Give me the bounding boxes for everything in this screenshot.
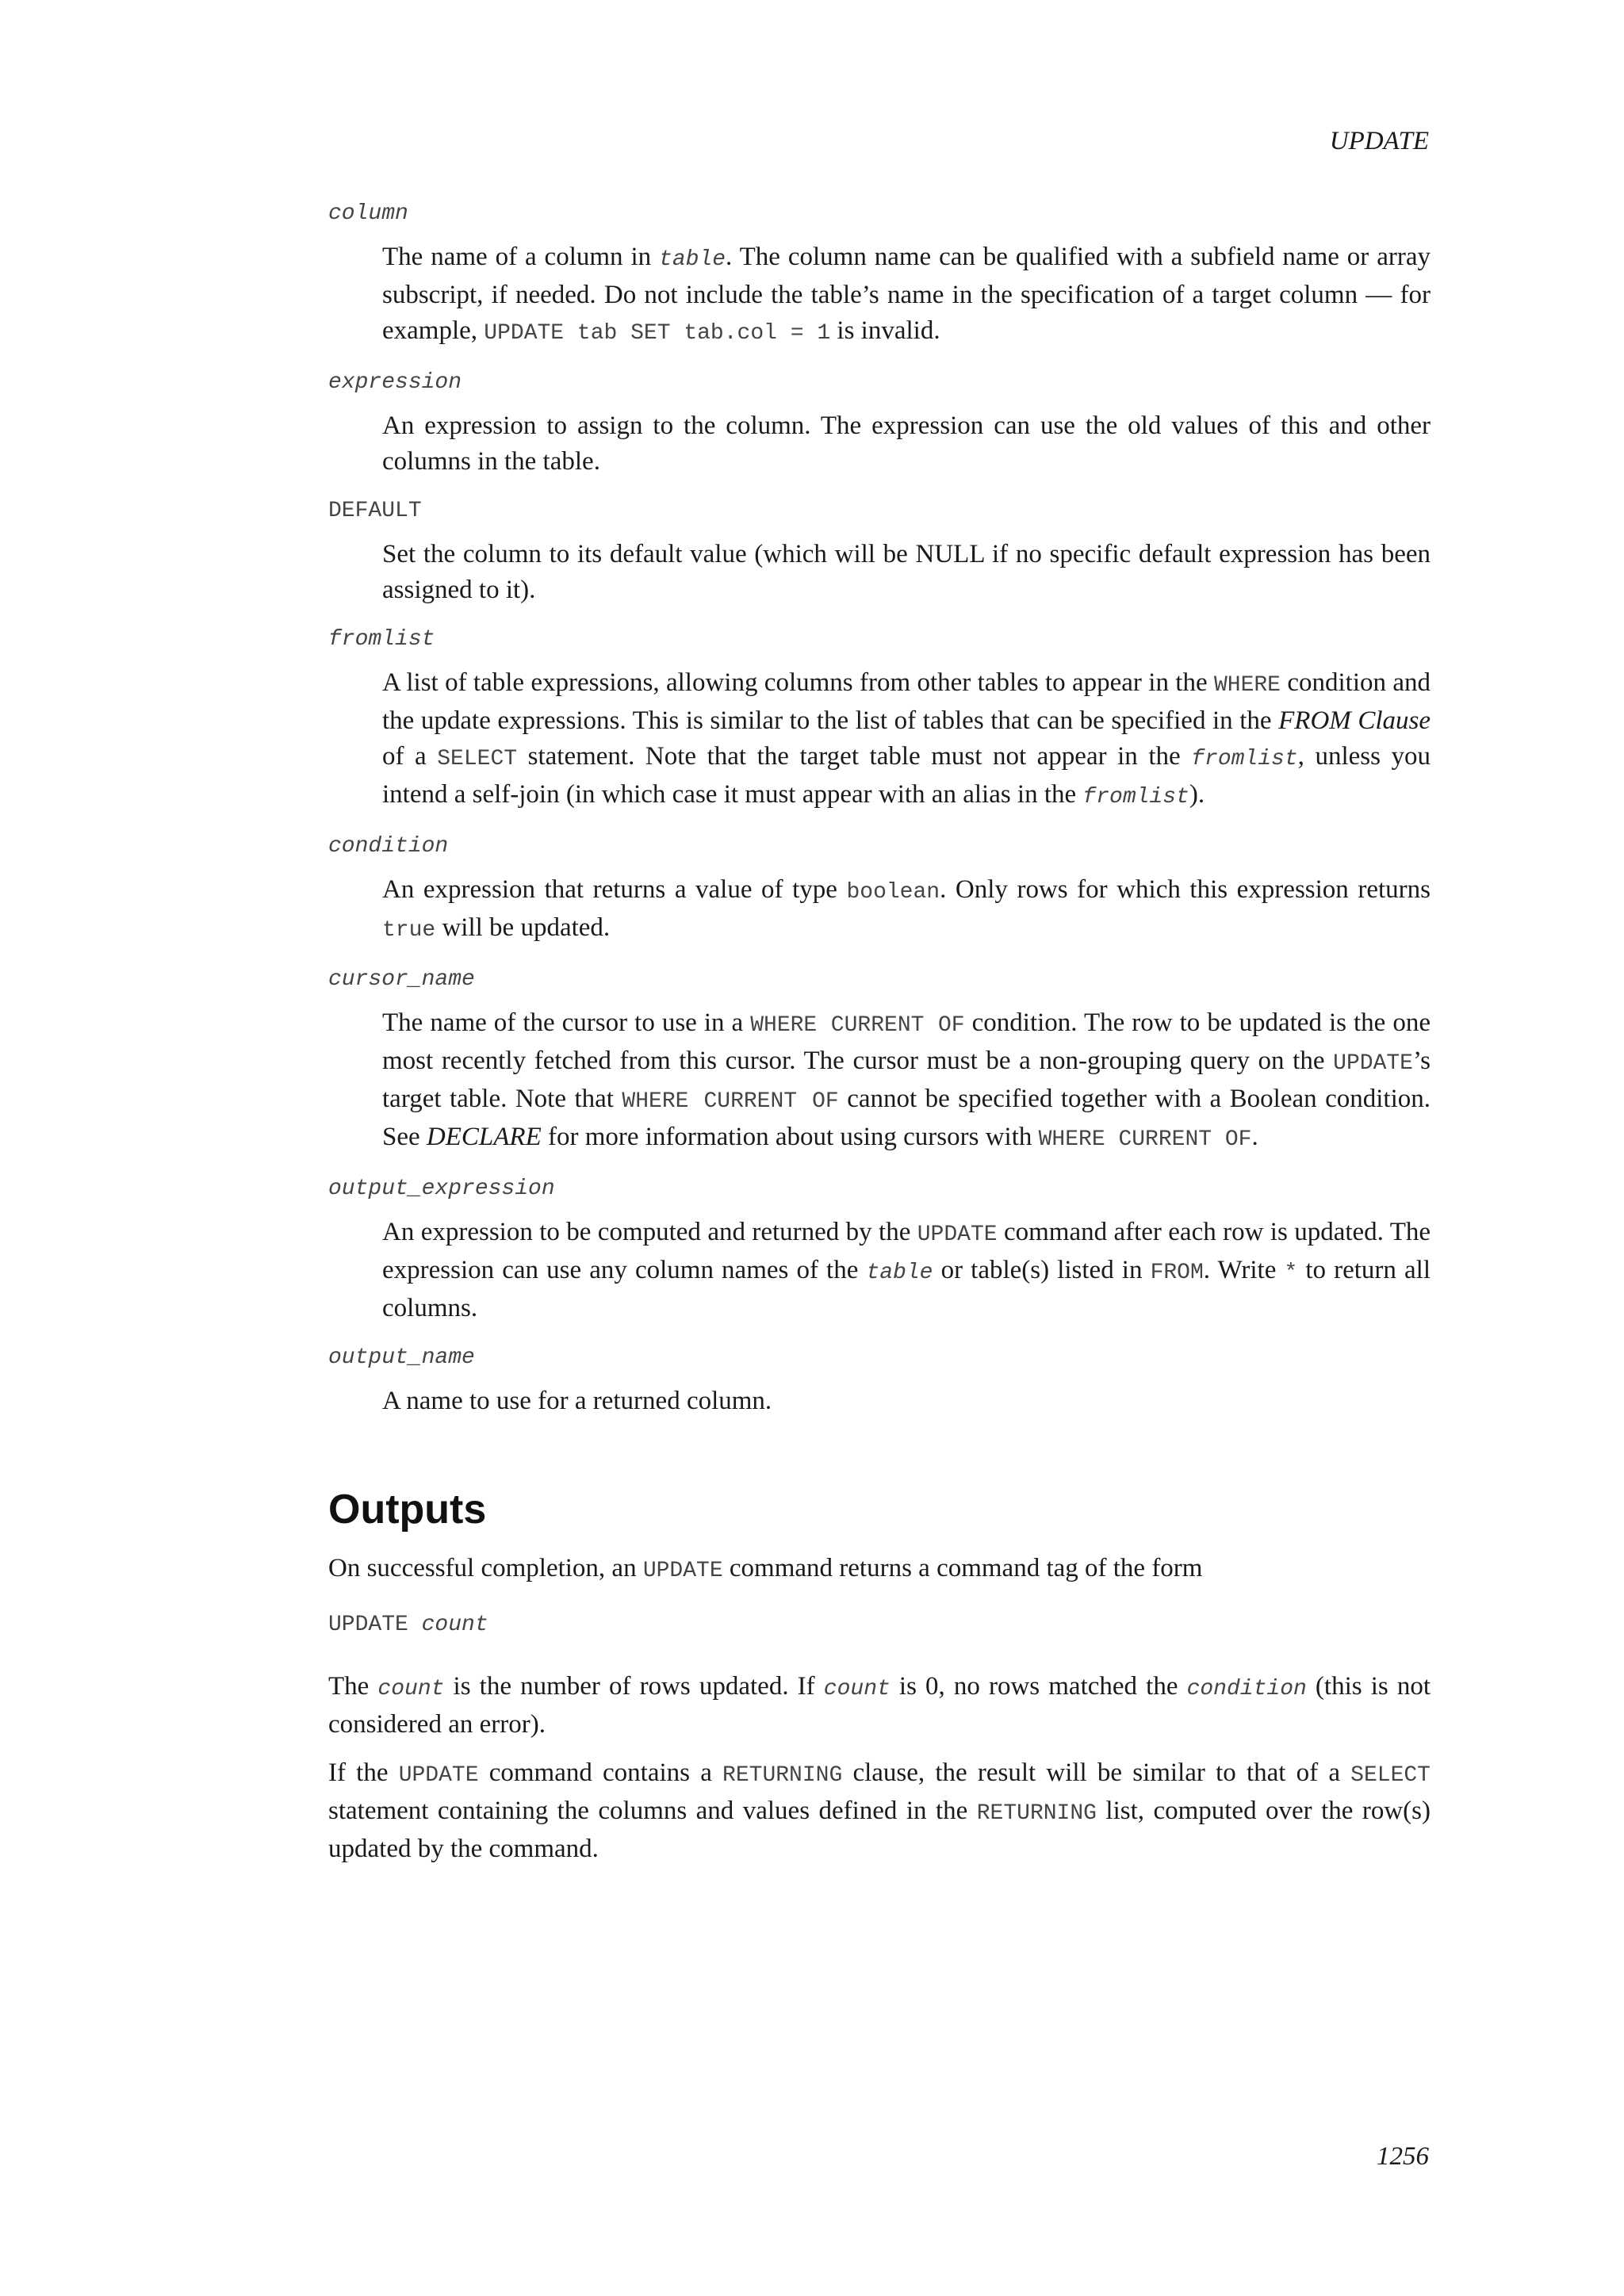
section-heading-outputs: Outputs [328, 1487, 487, 1533]
code-inline: WHERE CURRENT OF [1038, 1127, 1252, 1152]
code-inline: WHERE [1213, 673, 1281, 698]
param-desc-output-name: A name to use for a returned column. [382, 1387, 772, 1415]
code-inline: FROM [1150, 1261, 1204, 1285]
command-tag-example: UPDATE count [328, 1613, 488, 1637]
outputs-paragraph-2: The count is the number of rows updated. If count is 0, no rows matched the condition (this is not considered an error). [328, 1672, 1431, 1739]
code-inline: WHERE CURRENT OF [750, 1013, 965, 1038]
param-desc-cursor-name: The name of the cursor to use in a WHERE CURRENT OF condition. The row to be updated is the one most recently fetched from this cursor. The cursor must be a non-grouping query on the UPDATE’s target table. Note that WHERE CURRENT OF cannot be specified together with a Boolean condition. See DECLARE for more information about using cursors with WHERE CURRENT OF. [382, 1008, 1431, 1152]
code-inline: SELECT [437, 747, 518, 771]
param-desc-default: Set the column to its default value (which will be NULL if no specific default expression has been assigned to it). [382, 540, 1431, 604]
code-inline: count [377, 1677, 445, 1701]
param-term-column: column [328, 201, 408, 226]
page-content [328, 197, 1431, 1880]
code-inline: UPDATE [642, 1559, 723, 1583]
code-inline: UPDATE tab SET tab.col = 1 [484, 321, 831, 346]
code-inline: count [823, 1677, 891, 1701]
code-inline: * [1284, 1261, 1298, 1285]
code-inline: RETURNING [976, 1801, 1097, 1826]
param-term-default: DEFAULT [328, 499, 422, 523]
param-term-condition: condition [328, 834, 449, 859]
code-inline: true [382, 918, 436, 943]
code-inline: boolean [846, 880, 940, 905]
code-inline: fromlist [1191, 747, 1298, 771]
code-inline: WHERE CURRENT OF [622, 1089, 839, 1114]
param-desc-expression: An expression to assign to the column. The expression can use the old values of this and other columns in the table. [382, 411, 1431, 476]
link-from-clause[interactable]: FROM Clause [1278, 706, 1431, 735]
link-declare[interactable]: DECLARE [426, 1123, 542, 1151]
code-inline: RETURNING [722, 1763, 843, 1788]
param-term-output-expression: output_expression [328, 1177, 555, 1201]
code-inline: condition [1186, 1677, 1307, 1701]
page-number: 1256 [1377, 2142, 1429, 2171]
param-desc-output-expression: An expression to be computed and returned by the UPDATE command after each row is updated. The expression can use any column names of the table or table(s) listed in FROM. Write * to return all columns. [382, 1218, 1431, 1322]
code-inline: SELECT [1350, 1763, 1431, 1788]
code-inline: table [659, 247, 726, 272]
param-desc-column: The name of a column in table. The column name can be qualified with a subfield name or array subscript, if needed. Do not include the table’s name in the specification of a target column — for example, UPDATE tab SET tab.col = 1 is invalid. [382, 243, 1431, 346]
outputs-paragraph-3: If the UPDATE command contains a RETURNING clause, the result will be similar to that of a SELECT statement containing the columns and values defined in the RETURNING list, computed over the row(s) updated by the command. [328, 1758, 1431, 1863]
param-term-cursor-name: cursor_name [328, 967, 475, 992]
code-inline: UPDATE [1333, 1051, 1413, 1076]
outputs-paragraph-1: On successful completion, an UPDATE command returns a command tag of the form [328, 1554, 1203, 1583]
param-term-output-name: output_name [328, 1345, 475, 1370]
param-term-fromlist: fromlist [328, 627, 435, 652]
code-inline: UPDATE [917, 1223, 998, 1247]
running-header: UPDATE [1329, 127, 1429, 155]
code-inline: fromlist [1082, 785, 1189, 809]
param-desc-condition: An expression that returns a value of type boolean. Only rows for which this expression returns true will be updated. [382, 875, 1431, 943]
code-inline: table [866, 1261, 933, 1285]
param-desc-fromlist: A list of table expressions, allowing columns from other tables to appear in the WHERE condition and the update expressions. This is similar to the list of tables that can be specified in the FROM Clause of a SELECT statement. Note that the target table must not appear in the fromlist, unless you intend a self-join (in which case it must appear with an alias in the fromlist). [382, 668, 1431, 809]
code-inline: UPDATE [398, 1763, 479, 1788]
param-term-expression: expression [328, 370, 462, 395]
